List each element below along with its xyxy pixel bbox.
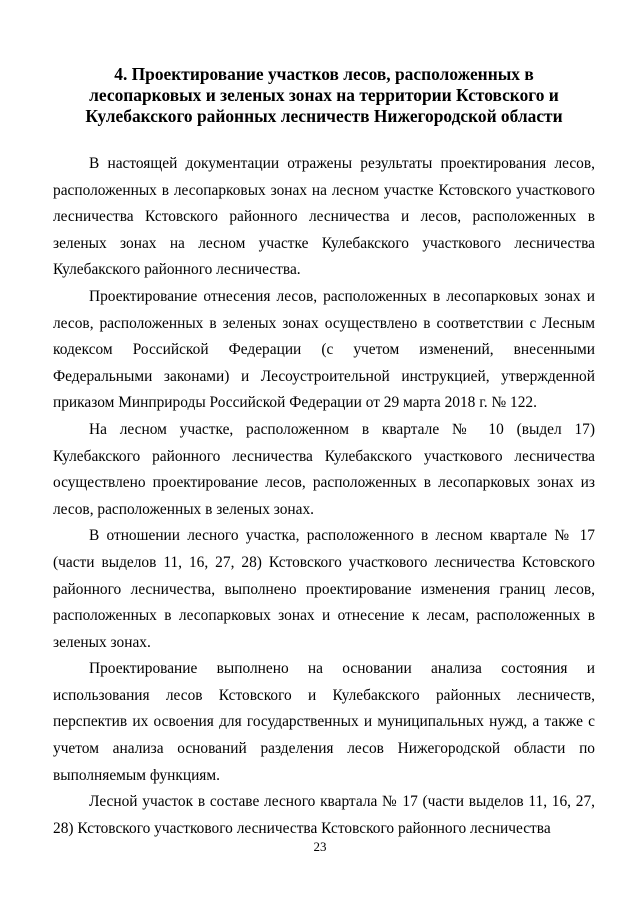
paragraph-2: Проектирование отнесения лесов, расположенных в лесопарковых зонах и лесов, расположенных в зеленых зонах осуществлено в соответствии с Лесным кодексом Российской Федерации (с учетом изменений, внесенными Федеральными законами) и Лесоустроительной инструкцией, утвержденной приказом Минприроды Российской Федерации от 29 марта 2018 г. № 122. xyxy=(53,287,595,412)
heading-line-3: Кулебакского районных лесничеств Нижегородской области xyxy=(85,106,563,126)
heading-line-2: лесопарковых и зеленых зонах на территории Кстовского и xyxy=(89,85,559,105)
document-body xyxy=(53,151,595,842)
page-number: 23 xyxy=(313,839,327,854)
paragraph-4: В отношении лесного участка, расположенного в лесном квартале № 17 (части выделов 11, 16, 27, 28) Кстовского участкового лесничества Кстовского районного лесничества, выполнено проектирование изменения границ лесов, расположенных в лесопарковых зонах и отнесение к лесам, расположенных в зеленых зонах. xyxy=(53,527,595,651)
paragraph-5: Проектирование выполнено на основании анализа состояния и использования лесов Кстовского и Кулебакского районных лесничеств, перспектив их освоения для государственных и муниципальных нужд, а также с учетом анализа оснований разделения лесов Нижегородской области по выполняемым функциям. xyxy=(53,660,595,784)
section-heading xyxy=(53,64,595,127)
heading-line-1: 4. Проектирование участков лесов, расположенных в xyxy=(114,64,534,84)
document-page xyxy=(53,64,595,842)
paragraph-1: В настоящей документации отражены результаты проектирования лесов, расположенных в лесопарковых зонах на лесном участке Кстовского участкового лесничества Кстовского районного лесничества и лесов, расположенных в зеленых зонах на лесном участке Кулебакского участкового лесничества Кулебакского районного лесничества. xyxy=(53,155,595,279)
paragraph-6: Лесной участок в составе лесного квартала № 17 (части выделов 11, 16, 27, 28) Кстовского участкового лесничества Кстовского районного лесничества xyxy=(53,793,595,837)
paragraph-3: На лесном участке, расположенном в квартале № 10 (выдел 17) Кулебакского районного лесничества Кулебакского участкового лесничества осуществлено проектирование лесов, расположенных в лесопарковых зонах из лесов, расположенных в зеленых зонах. xyxy=(53,420,595,518)
